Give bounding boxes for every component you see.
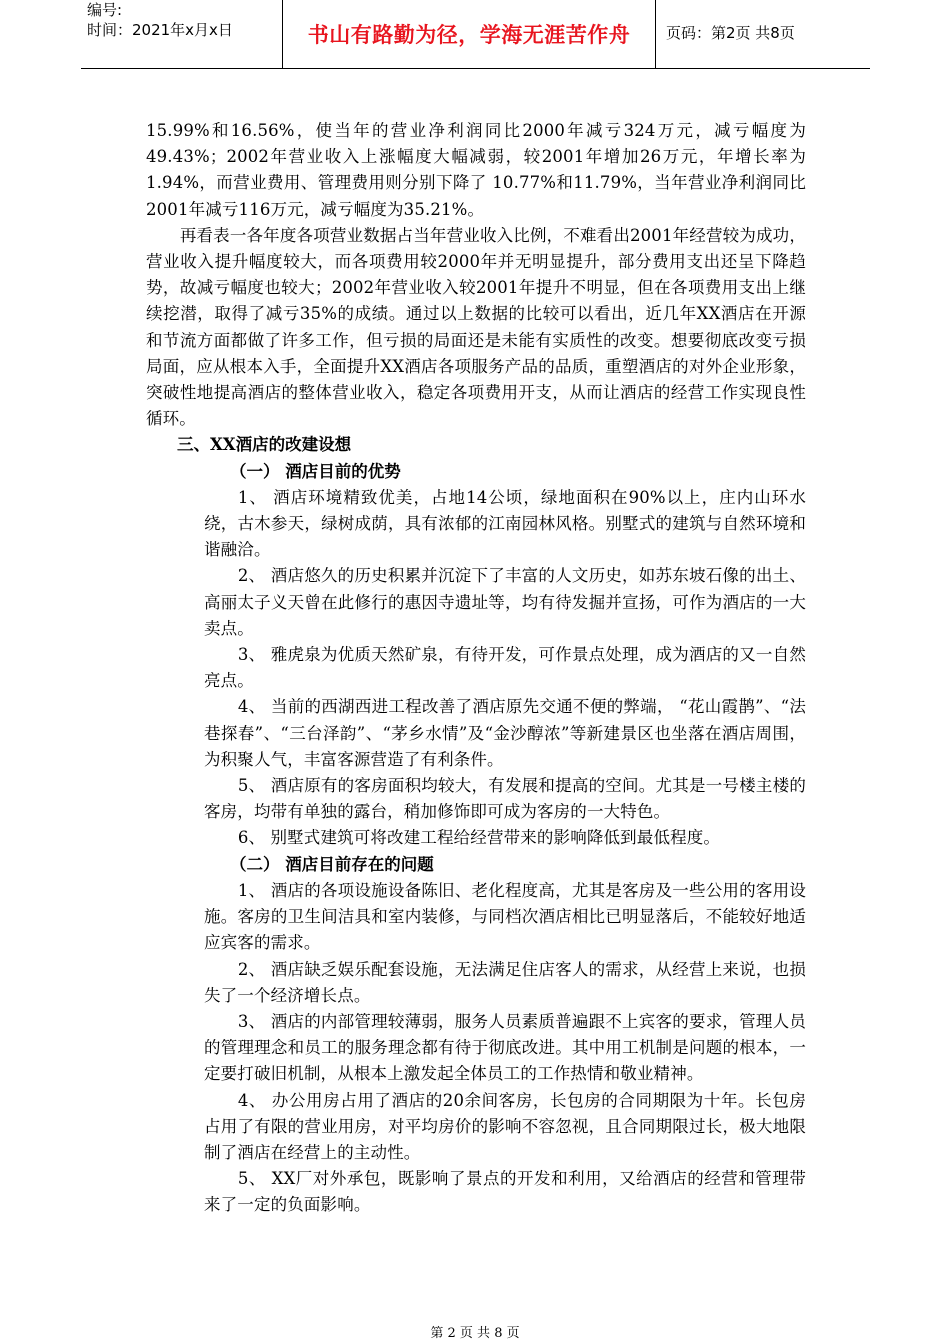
paragraph: 再看表一各年度各项营业数据占当年营业收入比例，不难看出2001年经营较为成功，营业收入提升幅度较大，而各项费用较2000年并无明显提升，部分费用支出还呈下降趋势，故减亏幅度也较大；2002年营业收入较2001年提升不明显，但在各项费用支出上继续挖潜，取得了减亏35%的成绩。通过以上数据的比较可以看出，近几年XX酒店在开源和节流方面都做了许多工作，但亏损的局面还是未能有实质性的改变。想要彻底改变亏损局面，应从根本入手，全面提升XX酒店各项服务产品的品质，重塑酒店的对外企业形象，突破性地提高酒店的整体营业收入，稳定各项费用开支，从而让酒店的经营工作实现良性循环。 — [146, 225, 806, 429]
list-item: 4、 办公用房占用了酒店的20余间客房，长包房的合同期限为十年。长包房占用了有限的营业用房，对平均房价的影响不容忽视，且合同期限过长，极大地限制了酒店在经营上的主动性。 — [204, 1090, 806, 1162]
paragraph: 15.99%和16.56%，使当年的营业净利润同比2000年减亏324万元，减亏幅度为49.43%；2002年营业收入上涨幅度大幅减弱，较2001年增加26万元，年增长率为1.94%，而营业费用、管理费用则分别下降了 10.77%和11.79%，当年营业净利润同比2001年减亏116万元，减亏幅度为35.21%。 — [146, 121, 806, 219]
list-item: 6、 别墅式建筑可将改建工程给经营带来的影响降低到最低程度。 — [237, 828, 721, 848]
list-item: 3、 酒店的内部管理较薄弱，服务人员素质普遍跟不上宾客的要求，管理人员的管理理念和员工的服务理念都有待于彻底改进。其中用工机制是问题的根本，一定要打破旧机制，从根本上激发起全体员工的工作热情和敬业精神。 — [204, 1011, 806, 1084]
list-item: 4、 当前的西湖西进工程改善了酒店原先交通不便的弊端， “花山霞鹊”、“法巷探春”、“三台泽韵”、“茅乡水情”及“金沙醇浓”等新建景区也坐落在酒店周围，为积聚人气，丰富客源营造了有利条件。 — [204, 697, 806, 769]
header-meta — [81, 0, 283, 68]
number-label: 编号: — [87, 1, 123, 19]
list-item: 2、 酒店缺乏娱乐配套设施，无法满足住店客人的需求，从经营上来说，也损失了一个经济增长点。 — [204, 959, 806, 1005]
header-divider — [655, 0, 656, 68]
page-footer: 第 2 页 共 8 页 — [430, 1326, 520, 1341]
list-item: 3、 雅虎泉为优质天然矿泉，有待开发，可作景点处理，成为酒店的又一自然亮点。 — [204, 645, 806, 691]
document-body — [146, 118, 806, 1219]
subsection-heading: （二） 酒店目前存在的问题 — [230, 854, 434, 874]
list-item: 1、 酒店的各项设施设备陈旧、老化程度高，尤其是客房及一些公用的客用设施。客房的卫生间洁具和室内装修，与同档次酒店相比已明显落后，不能较好地适应宾客的需求。 — [204, 880, 806, 953]
list-item: 5、 XX厂对外承包，既影响了景点的开发和利用，又给酒店的经营和管理带来了一定的负面影响。 — [204, 1169, 806, 1215]
header-page-info: 页码：第2页 共8页 — [666, 24, 795, 42]
subsection-heading: （一） 酒店目前的优势 — [230, 461, 401, 481]
list-item: 2、 酒店悠久的历史积累并沉淀下了丰富的人文历史，如苏东坡石像的出土、高丽太子义天曾在此修行的惠因寺遗址等，均有待发掘并宣扬，可作为酒店的一大卖点。 — [204, 566, 806, 638]
header-motto: 书山有路勤为径，学海无涯苦作舟 — [307, 23, 631, 47]
list-item: 5、 酒店原有的客房面积均较大，有发展和提高的空间。尤其是一号楼主楼的客房，均带有单独的露台，稍加修饰即可成为客房的一大特色。 — [204, 776, 806, 822]
page-header — [81, 0, 870, 69]
section-heading: 三、XX酒店的改建设想 — [177, 435, 352, 455]
time-label: 时间：2021年x月x日 — [87, 21, 233, 39]
list-item: 1、 酒店环境精致优美，占地14公顷，绿地面积在90%以上，庄内山环水绕，古木参天，绿树成荫，具有浓郁的江南园林风格。别墅式的建筑与自然环境和谐融洽。 — [204, 487, 806, 560]
